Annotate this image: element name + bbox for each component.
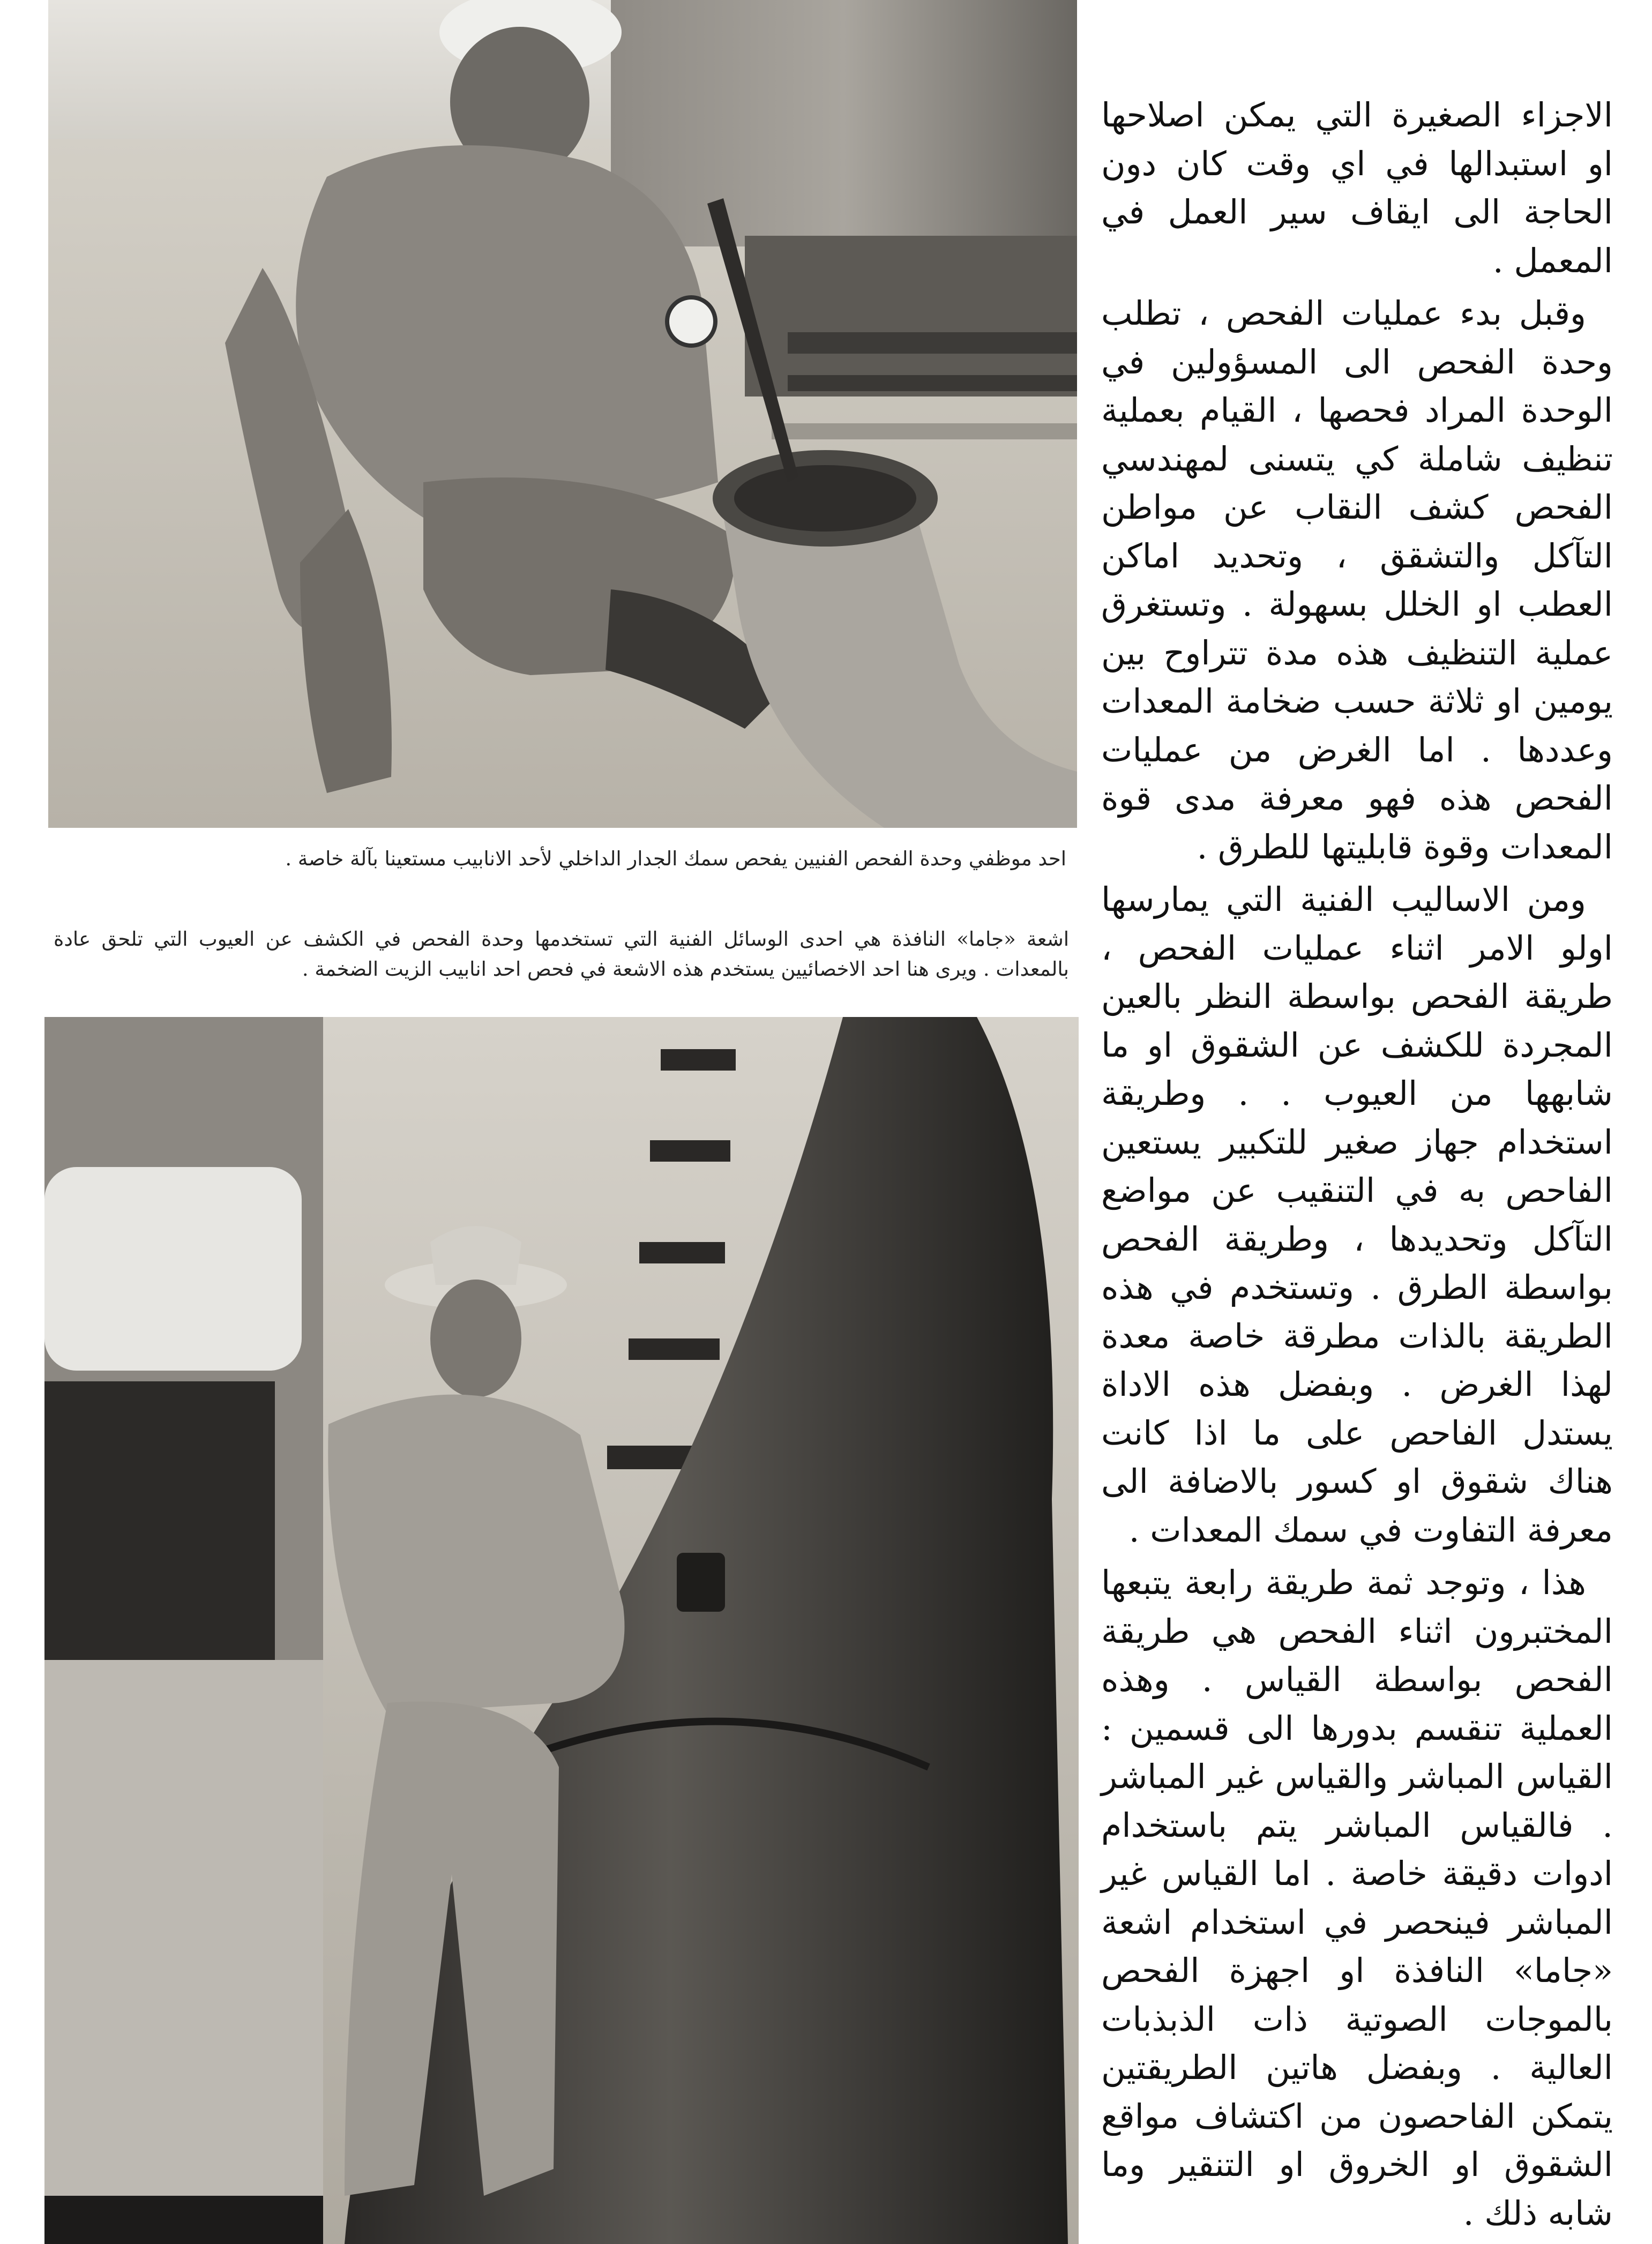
article-text — [1101, 91, 1613, 2233]
top-photo-caption: احد موظفي وحدة الفحص الفنيين يفحص سمك الجدار الداخلي لأحد الانابيب مستعينا بآلة خاصة . — [285, 847, 1066, 870]
article-paragraph-3: ومن الاساليب الفنية التي يمارسها اولو الامر اثناء عمليات الفحص ، طريقة الفحص بواسطة النظر بالعين المجردة للكشف عن الشقوق او ما شابهها من العيوب . . وطريقة استخدام جهاز صغير للتكبير يستعين الفاحص به في التنقيب عن مواضع التآكل وتحديدها ، وطريقة الفحص بواسطة الطرق . وتستخدم في هذه الطريقة بالذات مطرقة خاصة معدة لهذا الغرض . وبفضل هذه الاداة يستدل الفاحص على ما اذا كانت هناك شقوق او كسور بالاضافة الى معرفة التفاوت في سمك المعدات . — [1101, 880, 1613, 1550]
article-paragraph-2: وقبل بدء عمليات الفحص ، تطلب وحدة الفحص الى المسؤولين في الوحدة المراد فحصها ، القيام بعملية تنظيف شاملة كي يتسنى لمهندسي الفحص كشف النقاب عن مواطن التآكل والتشقق ، وتحديد اماكن العطب او الخلل بسهولة . وتستغرق عملية التنظيف هذه مدة تتراوح بين يومين او ثلاثة حسب ضخامة المعدات وعددها . اما الغرض من عمليات الفحص هذه فهو معرفة مدى قوة المعدات وقوة قابليتها للطرق . — [1101, 294, 1613, 866]
article-paragraph-4: هذا ، وتوجد ثمة طريقة رابعة يتبعها المختبرون اثناء الفحص هي طريقة الفحص بواسطة القياس . وهذه العملية تنقسم بدورها الى قسمين : القياس المباشر والقياس غير المباشر . فالقياس المباشر يتم باستخدام ادوات دقيقة خاصة . اما القياس غير المباشر فينحصر في استخدام اشعة «جاما» النافذة او اجهزة الفحص بالموجات الصوتية ذات الذبذبات العالية . وبفضل هاتين الطريقتين يتمكن الفاحصون من اكتشاف مواقع الشقوق او الخروق او التنقير وما شابه ذلك . — [1101, 1563, 1613, 2233]
bottom-photo-caption: اشعة «جاما» النافذة هي احدى الوسائل الفنية التي تستخدمها وحدة الفحص في الكشف عن العيوب التي تلحق عادة بالمعدات . ويرى هنا احد الاخصائيين يستخدم هذه الاشعة في فحص احد انابيب الزيت الضخمة . — [54, 927, 1069, 981]
inspector-on-large-pipe-photo — [44, 1017, 1079, 2244]
inspector-measuring-pipe-photo — [48, 0, 1077, 828]
article-paragraph-1: الاجزاء الصغيرة التي يمكن اصلاحها او استبدالها في اي وقت كان دون الحاجة الى ايقاف سير العمل في المعمل . — [1101, 95, 1613, 280]
